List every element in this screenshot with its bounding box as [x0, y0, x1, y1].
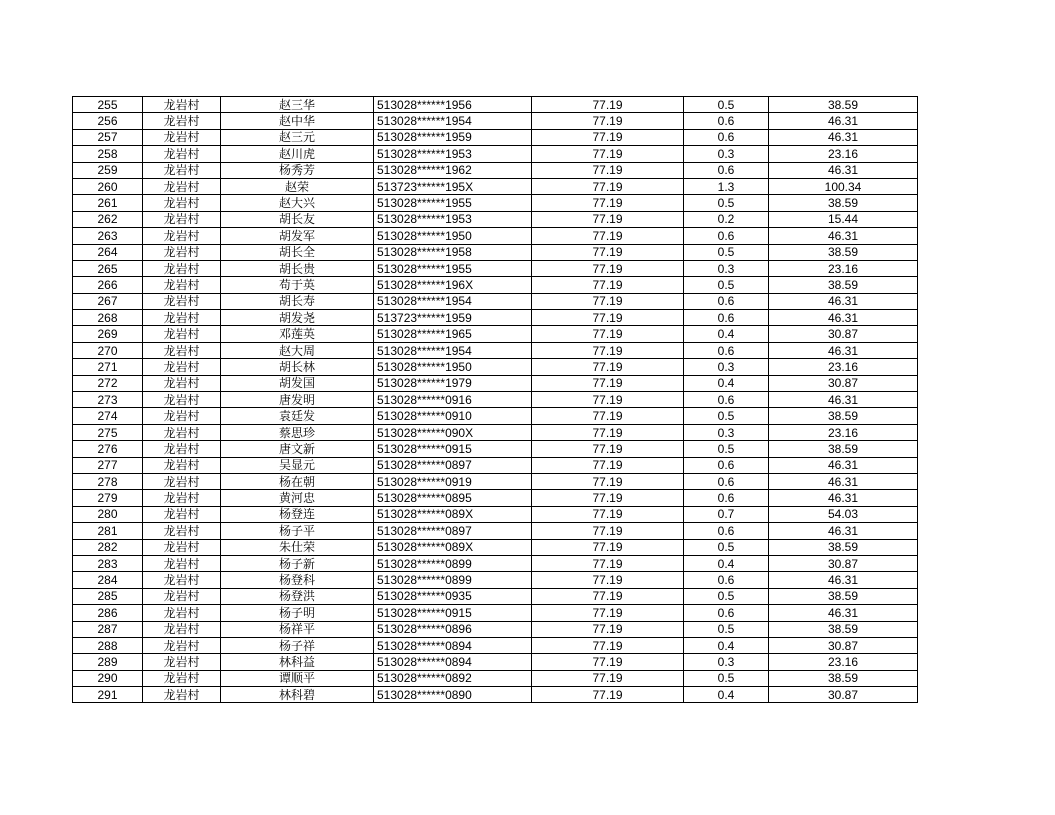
cell-id-number: 513028******1955	[374, 260, 532, 276]
table-row	[73, 146, 918, 162]
cell-price: 77.19	[532, 588, 684, 604]
cell-quantity: 0.5	[684, 670, 769, 686]
cell-row-number: 271	[73, 359, 143, 375]
cell-quantity: 0.5	[684, 441, 769, 457]
cell-amount: 23.16	[769, 654, 918, 670]
cell-name: 赵大兴	[221, 195, 374, 211]
cell-village: 龙岩村	[143, 211, 221, 227]
cell-name: 袁廷发	[221, 408, 374, 424]
cell-amount: 46.31	[769, 473, 918, 489]
cell-name: 胡长全	[221, 244, 374, 260]
cell-amount: 30.87	[769, 637, 918, 653]
cell-quantity: 0.4	[684, 555, 769, 571]
cell-amount: 23.16	[769, 424, 918, 440]
cell-name: 赵三元	[221, 129, 374, 145]
cell-name: 杨登连	[221, 506, 374, 522]
cell-name: 胡发国	[221, 375, 374, 391]
cell-id-number: 513028******0899	[374, 555, 532, 571]
table-row	[73, 621, 918, 637]
cell-quantity: 0.6	[684, 457, 769, 473]
cell-village: 龙岩村	[143, 113, 221, 129]
cell-quantity: 0.4	[684, 687, 769, 703]
cell-name: 蔡思珍	[221, 424, 374, 440]
data-table	[72, 96, 918, 703]
table-row	[73, 97, 918, 113]
cell-quantity: 0.3	[684, 260, 769, 276]
cell-quantity: 0.6	[684, 490, 769, 506]
cell-price: 77.19	[532, 654, 684, 670]
cell-quantity: 0.4	[684, 326, 769, 342]
cell-price: 77.19	[532, 113, 684, 129]
cell-id-number: 513028******1956	[374, 97, 532, 113]
cell-id-number: 513028******0935	[374, 588, 532, 604]
cell-village: 龙岩村	[143, 605, 221, 621]
cell-price: 77.19	[532, 129, 684, 145]
table-row	[73, 244, 918, 260]
cell-village: 龙岩村	[143, 539, 221, 555]
cell-id-number: 513028******0897	[374, 457, 532, 473]
cell-amount: 46.31	[769, 342, 918, 358]
cell-price: 77.19	[532, 244, 684, 260]
table-row	[73, 129, 918, 145]
cell-amount: 38.59	[769, 670, 918, 686]
cell-amount: 46.31	[769, 605, 918, 621]
cell-village: 龙岩村	[143, 555, 221, 571]
cell-name: 赵荣	[221, 178, 374, 194]
cell-row-number: 262	[73, 211, 143, 227]
cell-amount: 23.16	[769, 146, 918, 162]
cell-quantity: 0.7	[684, 506, 769, 522]
cell-row-number: 266	[73, 277, 143, 293]
cell-price: 77.19	[532, 97, 684, 113]
cell-quantity: 0.6	[684, 605, 769, 621]
cell-row-number: 289	[73, 654, 143, 670]
cell-row-number: 280	[73, 506, 143, 522]
cell-id-number: 513028******0894	[374, 654, 532, 670]
cell-name: 吴显元	[221, 457, 374, 473]
cell-id-number: 513028******196X	[374, 277, 532, 293]
cell-name: 胡发军	[221, 228, 374, 244]
cell-quantity: 0.6	[684, 342, 769, 358]
table-row	[73, 457, 918, 473]
cell-name: 杨在朝	[221, 473, 374, 489]
cell-amount: 46.31	[769, 572, 918, 588]
cell-village: 龙岩村	[143, 244, 221, 260]
cell-row-number: 275	[73, 424, 143, 440]
cell-id-number: 513028******1962	[374, 162, 532, 178]
cell-id-number: 513028******0894	[374, 637, 532, 653]
cell-name: 赵大周	[221, 342, 374, 358]
table-row	[73, 326, 918, 342]
cell-village: 龙岩村	[143, 260, 221, 276]
cell-quantity: 0.4	[684, 637, 769, 653]
cell-price: 77.19	[532, 375, 684, 391]
cell-price: 77.19	[532, 572, 684, 588]
table-row	[73, 228, 918, 244]
cell-village: 龙岩村	[143, 490, 221, 506]
cell-name: 唐文新	[221, 441, 374, 457]
cell-row-number: 291	[73, 687, 143, 703]
cell-id-number: 513028******1965	[374, 326, 532, 342]
cell-amount: 38.59	[769, 408, 918, 424]
table-row	[73, 441, 918, 457]
cell-village: 龙岩村	[143, 310, 221, 326]
cell-village: 龙岩村	[143, 162, 221, 178]
cell-price: 77.19	[532, 523, 684, 539]
cell-name: 赵三华	[221, 97, 374, 113]
cell-row-number: 277	[73, 457, 143, 473]
cell-row-number: 282	[73, 539, 143, 555]
cell-price: 77.19	[532, 408, 684, 424]
cell-id-number: 513028******0915	[374, 605, 532, 621]
cell-name: 苟于英	[221, 277, 374, 293]
cell-name: 杨子明	[221, 605, 374, 621]
cell-id-number: 513028******1959	[374, 129, 532, 145]
cell-quantity: 0.6	[684, 310, 769, 326]
cell-village: 龙岩村	[143, 277, 221, 293]
cell-amount: 46.31	[769, 293, 918, 309]
cell-quantity: 0.5	[684, 195, 769, 211]
cell-amount: 38.59	[769, 441, 918, 457]
table-row	[73, 572, 918, 588]
cell-amount: 46.31	[769, 392, 918, 408]
cell-village: 龙岩村	[143, 392, 221, 408]
table-row	[73, 555, 918, 571]
cell-id-number: 513028******089X	[374, 506, 532, 522]
cell-price: 77.19	[532, 392, 684, 408]
cell-row-number: 287	[73, 621, 143, 637]
cell-id-number: 513028******1955	[374, 195, 532, 211]
cell-amount: 46.31	[769, 113, 918, 129]
cell-price: 77.19	[532, 162, 684, 178]
cell-village: 龙岩村	[143, 441, 221, 457]
cell-amount: 38.59	[769, 195, 918, 211]
cell-amount: 23.16	[769, 260, 918, 276]
cell-price: 77.19	[532, 621, 684, 637]
cell-village: 龙岩村	[143, 129, 221, 145]
cell-village: 龙岩村	[143, 408, 221, 424]
cell-amount: 30.87	[769, 375, 918, 391]
cell-row-number: 281	[73, 523, 143, 539]
cell-name: 林科碧	[221, 687, 374, 703]
table-row	[73, 392, 918, 408]
table-body	[73, 97, 918, 703]
cell-village: 龙岩村	[143, 228, 221, 244]
cell-row-number: 284	[73, 572, 143, 588]
cell-price: 77.19	[532, 146, 684, 162]
cell-id-number: 513028******090X	[374, 424, 532, 440]
cell-price: 77.19	[532, 178, 684, 194]
cell-name: 胡长贵	[221, 260, 374, 276]
table-row	[73, 260, 918, 276]
table-row	[73, 670, 918, 686]
cell-village: 龙岩村	[143, 621, 221, 637]
cell-row-number: 269	[73, 326, 143, 342]
cell-quantity: 0.6	[684, 129, 769, 145]
cell-amount: 38.59	[769, 277, 918, 293]
table-row	[73, 490, 918, 506]
cell-quantity: 0.3	[684, 424, 769, 440]
cell-name: 赵川虎	[221, 146, 374, 162]
cell-id-number: 513028******089X	[374, 539, 532, 555]
cell-price: 77.19	[532, 342, 684, 358]
cell-price: 77.19	[532, 441, 684, 457]
cell-quantity: 0.6	[684, 523, 769, 539]
cell-price: 77.19	[532, 539, 684, 555]
table-row	[73, 424, 918, 440]
cell-name: 谭顺平	[221, 670, 374, 686]
cell-amount: 38.59	[769, 97, 918, 113]
cell-id-number: 513028******1953	[374, 146, 532, 162]
cell-amount: 30.87	[769, 687, 918, 703]
cell-row-number: 255	[73, 97, 143, 113]
cell-name: 杨登洪	[221, 588, 374, 604]
cell-quantity: 0.3	[684, 146, 769, 162]
cell-village: 龙岩村	[143, 670, 221, 686]
cell-row-number: 276	[73, 441, 143, 457]
table-row	[73, 654, 918, 670]
cell-quantity: 0.3	[684, 654, 769, 670]
cell-village: 龙岩村	[143, 195, 221, 211]
cell-quantity: 0.6	[684, 473, 769, 489]
cell-id-number: 513028******0919	[374, 473, 532, 489]
cell-row-number: 257	[73, 129, 143, 145]
cell-quantity: 1.3	[684, 178, 769, 194]
table-row	[73, 637, 918, 653]
cell-price: 77.19	[532, 260, 684, 276]
cell-price: 77.19	[532, 506, 684, 522]
table-row	[73, 195, 918, 211]
cell-price: 77.19	[532, 228, 684, 244]
cell-village: 龙岩村	[143, 654, 221, 670]
table-row	[73, 359, 918, 375]
cell-row-number: 283	[73, 555, 143, 571]
table-row	[73, 408, 918, 424]
table-row	[73, 539, 918, 555]
cell-price: 77.19	[532, 490, 684, 506]
cell-name: 唐发明	[221, 392, 374, 408]
cell-name: 林科益	[221, 654, 374, 670]
cell-name: 杨子新	[221, 555, 374, 571]
cell-name: 赵中华	[221, 113, 374, 129]
cell-quantity: 0.6	[684, 392, 769, 408]
cell-amount: 46.31	[769, 490, 918, 506]
cell-quantity: 0.6	[684, 162, 769, 178]
table-row	[73, 211, 918, 227]
table-row	[73, 310, 918, 326]
cell-name: 邓莲英	[221, 326, 374, 342]
cell-village: 龙岩村	[143, 572, 221, 588]
table-row	[73, 293, 918, 309]
cell-name: 杨子祥	[221, 637, 374, 653]
cell-price: 77.19	[532, 473, 684, 489]
cell-amount: 38.59	[769, 539, 918, 555]
cell-price: 77.19	[532, 195, 684, 211]
cell-amount: 38.59	[769, 621, 918, 637]
cell-amount: 30.87	[769, 326, 918, 342]
cell-row-number: 273	[73, 392, 143, 408]
cell-id-number: 513028******0896	[374, 621, 532, 637]
cell-quantity: 0.5	[684, 244, 769, 260]
cell-id-number: 513723******1959	[374, 310, 532, 326]
cell-price: 77.19	[532, 424, 684, 440]
cell-name: 杨秀芳	[221, 162, 374, 178]
cell-village: 龙岩村	[143, 523, 221, 539]
cell-village: 龙岩村	[143, 637, 221, 653]
cell-id-number: 513028******0915	[374, 441, 532, 457]
cell-quantity: 0.5	[684, 621, 769, 637]
cell-amount: 23.16	[769, 359, 918, 375]
cell-quantity: 0.5	[684, 539, 769, 555]
cell-row-number: 278	[73, 473, 143, 489]
cell-row-number: 259	[73, 162, 143, 178]
cell-village: 龙岩村	[143, 473, 221, 489]
cell-price: 77.19	[532, 277, 684, 293]
cell-name: 朱仕荣	[221, 539, 374, 555]
cell-amount: 46.31	[769, 162, 918, 178]
cell-price: 77.19	[532, 326, 684, 342]
cell-row-number: 279	[73, 490, 143, 506]
table-row	[73, 178, 918, 194]
cell-id-number: 513028******1950	[374, 359, 532, 375]
cell-quantity: 0.5	[684, 97, 769, 113]
cell-row-number: 286	[73, 605, 143, 621]
cell-name: 杨子平	[221, 523, 374, 539]
table-row	[73, 605, 918, 621]
cell-id-number: 513723******195X	[374, 178, 532, 194]
table-row	[73, 588, 918, 604]
cell-id-number: 513028******1953	[374, 211, 532, 227]
cell-price: 77.19	[532, 310, 684, 326]
cell-row-number: 288	[73, 637, 143, 653]
cell-id-number: 513028******0897	[374, 523, 532, 539]
cell-name: 胡长林	[221, 359, 374, 375]
table-row	[73, 113, 918, 129]
cell-name: 黄河忠	[221, 490, 374, 506]
cell-row-number: 272	[73, 375, 143, 391]
table-row	[73, 473, 918, 489]
cell-quantity: 0.5	[684, 277, 769, 293]
cell-row-number: 265	[73, 260, 143, 276]
cell-village: 龙岩村	[143, 146, 221, 162]
cell-id-number: 513028******1950	[374, 228, 532, 244]
table-row	[73, 375, 918, 391]
cell-amount: 30.87	[769, 555, 918, 571]
table-row	[73, 523, 918, 539]
cell-quantity: 0.6	[684, 572, 769, 588]
cell-id-number: 513028******0916	[374, 392, 532, 408]
cell-quantity: 0.6	[684, 113, 769, 129]
cell-row-number: 258	[73, 146, 143, 162]
cell-row-number: 264	[73, 244, 143, 260]
cell-village: 龙岩村	[143, 293, 221, 309]
cell-village: 龙岩村	[143, 359, 221, 375]
cell-amount: 15.44	[769, 211, 918, 227]
cell-amount: 54.03	[769, 506, 918, 522]
cell-village: 龙岩村	[143, 178, 221, 194]
cell-amount: 46.31	[769, 523, 918, 539]
cell-row-number: 268	[73, 310, 143, 326]
cell-village: 龙岩村	[143, 342, 221, 358]
cell-quantity: 0.4	[684, 375, 769, 391]
cell-row-number: 285	[73, 588, 143, 604]
table-row	[73, 162, 918, 178]
cell-row-number: 274	[73, 408, 143, 424]
cell-village: 龙岩村	[143, 326, 221, 342]
cell-price: 77.19	[532, 605, 684, 621]
cell-row-number: 260	[73, 178, 143, 194]
cell-name: 胡长寿	[221, 293, 374, 309]
cell-row-number: 263	[73, 228, 143, 244]
cell-quantity: 0.5	[684, 408, 769, 424]
cell-row-number: 256	[73, 113, 143, 129]
cell-village: 龙岩村	[143, 687, 221, 703]
table-row	[73, 342, 918, 358]
cell-amount: 46.31	[769, 228, 918, 244]
cell-id-number: 513028******0910	[374, 408, 532, 424]
table-row	[73, 687, 918, 703]
cell-price: 77.19	[532, 670, 684, 686]
cell-amount: 46.31	[769, 457, 918, 473]
cell-price: 77.19	[532, 359, 684, 375]
cell-amount: 100.34	[769, 178, 918, 194]
cell-name: 胡长友	[221, 211, 374, 227]
cell-price: 77.19	[532, 293, 684, 309]
cell-price: 77.19	[532, 555, 684, 571]
cell-row-number: 290	[73, 670, 143, 686]
cell-amount: 38.59	[769, 244, 918, 260]
cell-village: 龙岩村	[143, 375, 221, 391]
cell-amount: 46.31	[769, 129, 918, 145]
cell-quantity: 0.6	[684, 228, 769, 244]
cell-amount: 38.59	[769, 588, 918, 604]
cell-quantity: 0.5	[684, 588, 769, 604]
cell-village: 龙岩村	[143, 588, 221, 604]
cell-price: 77.19	[532, 687, 684, 703]
cell-amount: 46.31	[769, 310, 918, 326]
cell-quantity: 0.6	[684, 293, 769, 309]
cell-row-number: 261	[73, 195, 143, 211]
cell-quantity: 0.2	[684, 211, 769, 227]
cell-id-number: 513028******1979	[374, 375, 532, 391]
cell-village: 龙岩村	[143, 506, 221, 522]
cell-id-number: 513028******1954	[374, 293, 532, 309]
cell-village: 龙岩村	[143, 457, 221, 473]
cell-village: 龙岩村	[143, 97, 221, 113]
cell-id-number: 513028******0890	[374, 687, 532, 703]
cell-row-number: 267	[73, 293, 143, 309]
cell-name: 杨祥平	[221, 621, 374, 637]
cell-id-number: 513028******1954	[374, 113, 532, 129]
cell-id-number: 513028******0895	[374, 490, 532, 506]
table-row	[73, 277, 918, 293]
cell-quantity: 0.3	[684, 359, 769, 375]
cell-id-number: 513028******0892	[374, 670, 532, 686]
cell-id-number: 513028******1958	[374, 244, 532, 260]
cell-price: 77.19	[532, 211, 684, 227]
cell-id-number: 513028******0899	[374, 572, 532, 588]
cell-id-number: 513028******1954	[374, 342, 532, 358]
cell-price: 77.19	[532, 637, 684, 653]
cell-price: 77.19	[532, 457, 684, 473]
cell-row-number: 270	[73, 342, 143, 358]
cell-name: 杨登科	[221, 572, 374, 588]
table-row	[73, 506, 918, 522]
cell-village: 龙岩村	[143, 424, 221, 440]
cell-name: 胡发尧	[221, 310, 374, 326]
